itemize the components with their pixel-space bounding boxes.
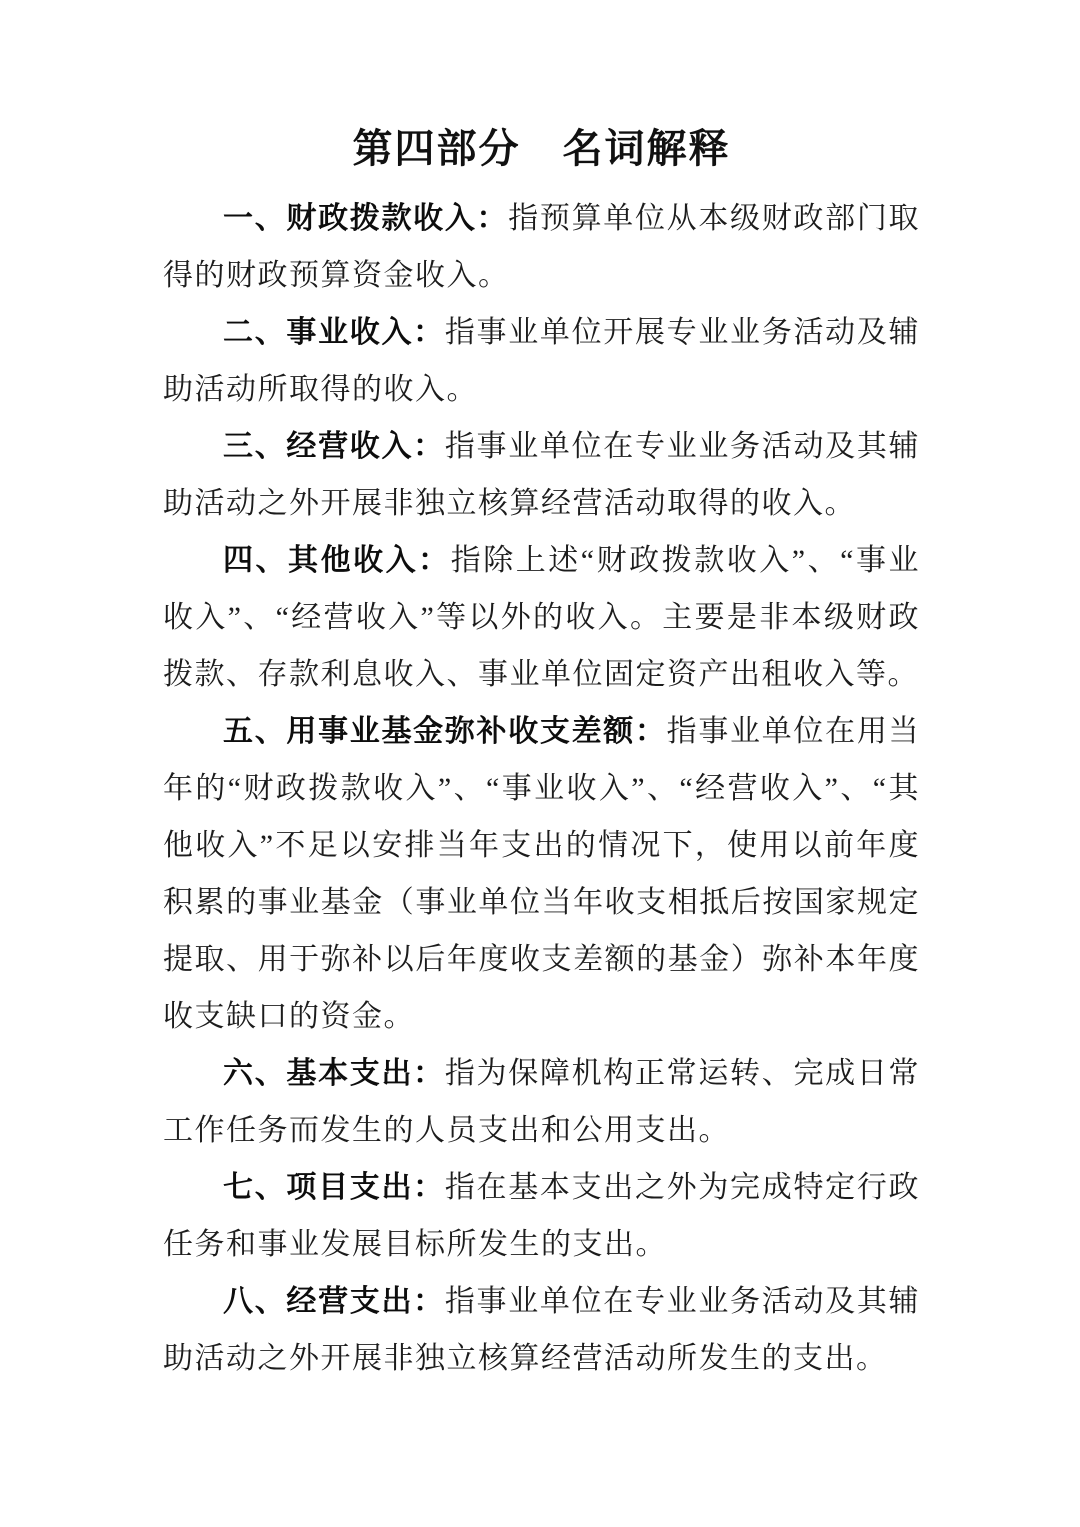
term-definition-paragraph [163,304,920,418]
term-label: 七、项目支出： [223,1171,445,1204]
term-definition: 指事业单位在专业业务活动及其辅助活动之外开展非独立核算经营活动所发生的支出。 [163,1285,921,1375]
document-title: 第四部分 名词解释 [352,127,731,171]
term-label: 二、事业收入： [223,316,445,349]
term-definition-paragraph [163,190,920,304]
term-definition-paragraph [163,532,920,703]
term-definition: 指预算单位从本级财政部门取得的财政预算资金收入。 [163,202,921,292]
term-definition: 指为保障机构正常运转、完成日常工作任务而发生的人员支出和公用支出。 [163,1057,921,1147]
term-definition-paragraph [163,1273,920,1387]
term-label: 四、其他收入： [223,544,451,577]
term-label: 六、基本支出： [223,1057,445,1090]
term-definition-paragraph [163,1045,920,1159]
term-definition-paragraph [163,418,920,532]
term-definition: 指事业单位在专业业务活动及其辅助活动之外开展非独立核算经营活动取得的收入。 [163,430,921,520]
term-definition-paragraph [163,1159,920,1273]
term-definition: 指事业单位开展专业业务活动及辅助活动所取得的收入。 [163,316,921,406]
term-definition: 指除上述“财政拨款收入”、“事业收入”、“经营收入”等以外的收入。主要是非本级财政拨款、存款利息收入、事业单位固定资产出租收入等。 [163,544,921,691]
term-label: 三、经营收入： [223,430,445,463]
term-definition: 指在基本支出之外为完成特定行政任务和事业发展目标所发生的支出。 [163,1171,921,1261]
term-definition-paragraph [163,703,920,1045]
term-label: 八、经营支出： [223,1285,445,1318]
term-label: 五、用事业基金弥补收支差额： [223,715,667,748]
document-body [163,190,920,1387]
term-definition: 指事业单位在用当年的“财政拨款收入”、“事业收入”、“经营收入”、“其他收入”不足以安排当年支出的情况下，使用以前年度积累的事业基金（事业单位当年收支相抵后按国家规定提取、用于弥补以后年度收支差额的基金）弥补本年度收支缺口的资金。 [163,715,921,1033]
term-label: 一、财政拨款收入： [223,202,509,235]
